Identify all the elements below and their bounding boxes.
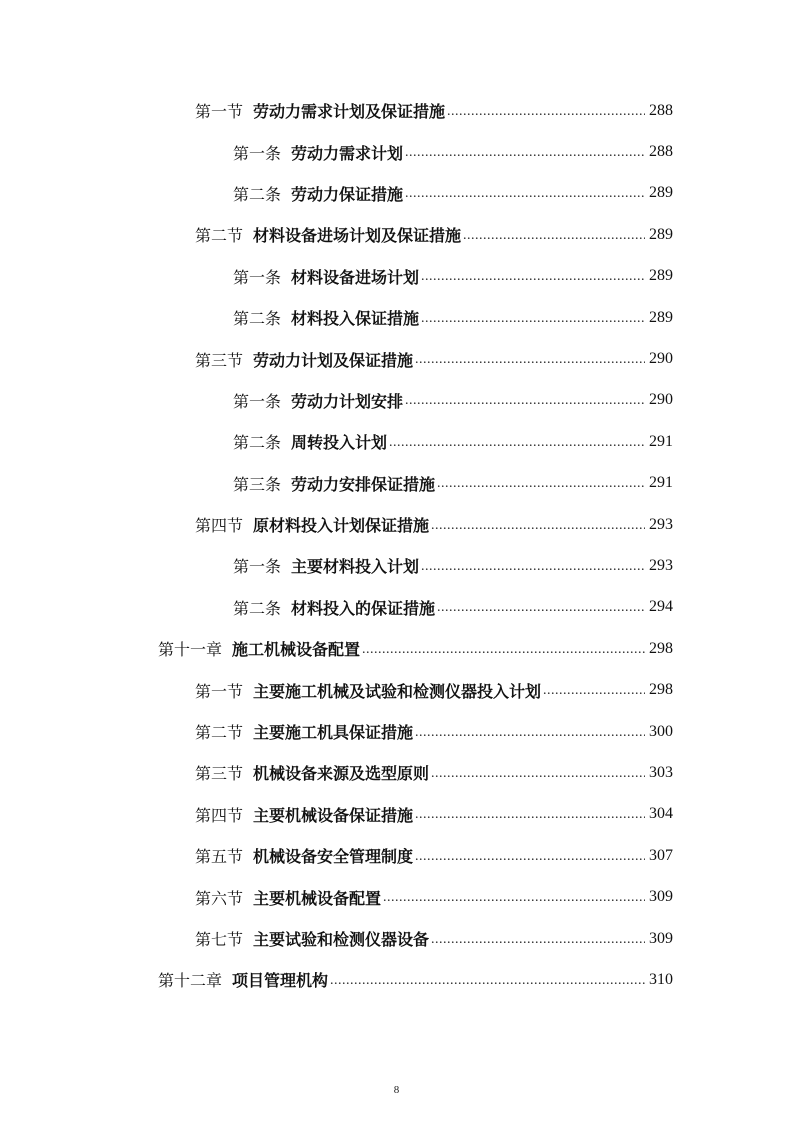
toc-entry[interactable] [0, 90, 793, 131]
toc-entry-title: 施工机械设备配置 [232, 640, 361, 660]
toc-entry-number: 第五节 [195, 847, 244, 867]
toc-entry[interactable] [0, 504, 793, 545]
toc-entry-number: 第四节 [195, 805, 244, 825]
toc-entry-title: 主要机械设备配置 [253, 888, 382, 908]
toc-entry[interactable] [0, 752, 793, 793]
toc-entry-page: 289 [649, 267, 673, 285]
toc-entry-title: 劳动力需求计划及保证措施 [253, 102, 446, 122]
toc-entry-number: 第三节 [195, 764, 244, 784]
toc-entry-page: 304 [649, 805, 673, 823]
toc-entry-page: 290 [649, 391, 673, 409]
toc-entry-number: 第二条 [233, 598, 282, 618]
toc-entry[interactable] [0, 628, 793, 669]
toc-entry[interactable] [0, 918, 793, 959]
dot-leader [447, 104, 645, 120]
dot-leader [405, 186, 645, 202]
dot-leader [415, 725, 645, 741]
dot-leader [415, 849, 645, 865]
toc-entry-title: 主要机械设备保证措施 [253, 805, 414, 825]
dot-leader [437, 476, 645, 492]
toc-entry[interactable] [0, 256, 793, 297]
toc-entry-title: 机械设备安全管理制度 [253, 847, 414, 867]
toc-entry-page: 293 [649, 515, 673, 533]
dot-leader [421, 559, 645, 575]
toc-entry-title: 材料投入的保证措施 [291, 598, 436, 618]
toc-entry[interactable] [0, 421, 793, 462]
toc-entry-page: 289 [649, 308, 673, 326]
dot-leader [389, 435, 645, 451]
toc-entry-page: 303 [649, 763, 673, 781]
toc-entry-title: 主要施工机具保证措施 [253, 723, 414, 743]
dot-leader [543, 683, 645, 699]
toc-entry-page: 289 [649, 225, 673, 243]
toc-entry-number: 第四节 [195, 516, 244, 536]
toc-entry[interactable] [0, 794, 793, 835]
toc-entry-title: 材料设备进场计划及保证措施 [253, 226, 462, 246]
toc-entry-number: 第十二章 [158, 971, 223, 991]
toc-entry[interactable] [0, 173, 793, 214]
toc-entry-page: 294 [649, 598, 673, 616]
toc-entry-page: 298 [649, 681, 673, 699]
toc-entry-page: 288 [649, 143, 673, 161]
dot-leader [330, 973, 645, 989]
dot-leader [431, 932, 645, 948]
toc-entry-number: 第一条 [233, 557, 282, 577]
toc-entry-page: 288 [649, 101, 673, 119]
toc-entry-number: 第六节 [195, 888, 244, 908]
toc-entry-title: 主要试验和检测仪器设备 [253, 930, 430, 949]
toc-entry[interactable] [0, 338, 793, 379]
toc-entry[interactable] [0, 711, 793, 752]
toc-entry-number: 第一节 [195, 102, 244, 122]
dot-leader [421, 311, 645, 327]
toc-entry-title: 原材料投入计划保证措施 [253, 516, 430, 536]
dot-leader [431, 766, 645, 782]
toc-entry[interactable] [0, 380, 793, 421]
toc-entry-title: 项目管理机构 [232, 971, 329, 991]
toc-entry-title: 劳动力保证措施 [291, 184, 404, 204]
dot-leader [415, 807, 645, 823]
toc-entry-page: 300 [649, 722, 673, 740]
table-of-contents [0, 90, 793, 1001]
dot-leader [431, 518, 645, 534]
toc-entry-number: 第一条 [233, 143, 282, 163]
toc-entry[interactable] [0, 131, 793, 172]
toc-entry[interactable] [0, 587, 793, 628]
toc-entry[interactable] [0, 835, 793, 876]
toc-entry-number: 第一条 [233, 391, 282, 411]
toc-entry-page: 293 [649, 556, 673, 574]
toc-entry-number: 第二条 [233, 433, 282, 453]
toc-entry-title: 劳动力计划及保证措施 [253, 350, 414, 370]
dot-leader [405, 145, 645, 161]
toc-entry-title: 主要施工机械及试验和检测仪器投入计划 [253, 681, 542, 701]
dot-leader [383, 890, 645, 906]
toc-entry-title: 劳动力需求计划 [291, 143, 404, 163]
toc-entry-number: 第二节 [195, 226, 244, 246]
dot-leader [421, 269, 645, 285]
toc-entry-title: 劳动力安排保证措施 [291, 474, 436, 494]
toc-entry[interactable] [0, 669, 793, 710]
toc-entry-page: 309 [649, 888, 673, 906]
toc-entry-title: 周转投入计划 [291, 433, 388, 453]
toc-entry-page: 310 [649, 970, 673, 988]
toc-entry-number: 第一条 [233, 267, 282, 287]
toc-entry-number: 第三条 [233, 474, 282, 494]
toc-entry-title: 机械设备来源及选型原则 [253, 764, 430, 784]
toc-entry-page: 290 [649, 350, 673, 368]
toc-entry-page: 309 [649, 929, 673, 947]
dot-leader [437, 600, 645, 616]
toc-entry-number: 第一节 [195, 681, 244, 701]
toc-entry-number: 第十一章 [158, 640, 223, 660]
toc-entry[interactable] [0, 876, 793, 917]
toc-entry[interactable] [0, 297, 793, 338]
toc-entry-number: 第二条 [233, 309, 282, 329]
toc-entry[interactable] [0, 463, 793, 504]
toc-entry[interactable] [0, 545, 793, 586]
toc-entry-page: 298 [649, 639, 673, 657]
toc-entry-page: 307 [649, 846, 673, 864]
toc-entry-number: 第二条 [233, 184, 282, 204]
toc-entry[interactable] [0, 959, 793, 1000]
dot-leader [362, 642, 645, 658]
toc-entry-title: 劳动力计划安排 [291, 391, 404, 411]
dot-leader [415, 352, 645, 368]
dot-leader [463, 228, 645, 244]
toc-entry-page: 291 [649, 432, 673, 450]
toc-entry-title: 主要材料投入计划 [291, 557, 420, 577]
toc-entry-page: 289 [649, 184, 673, 202]
toc-entry-page: 291 [649, 474, 673, 492]
toc-entry-number: 第七节 [195, 930, 244, 949]
toc-entry[interactable] [0, 214, 793, 255]
toc-entry-number: 第二节 [195, 723, 244, 743]
page-number: 8 [393, 1084, 400, 1096]
toc-entry-title: 材料设备进场计划 [291, 267, 420, 287]
dot-leader [405, 393, 645, 409]
toc-entry-number: 第三节 [195, 350, 244, 370]
toc-entry-title: 材料投入保证措施 [291, 309, 420, 329]
